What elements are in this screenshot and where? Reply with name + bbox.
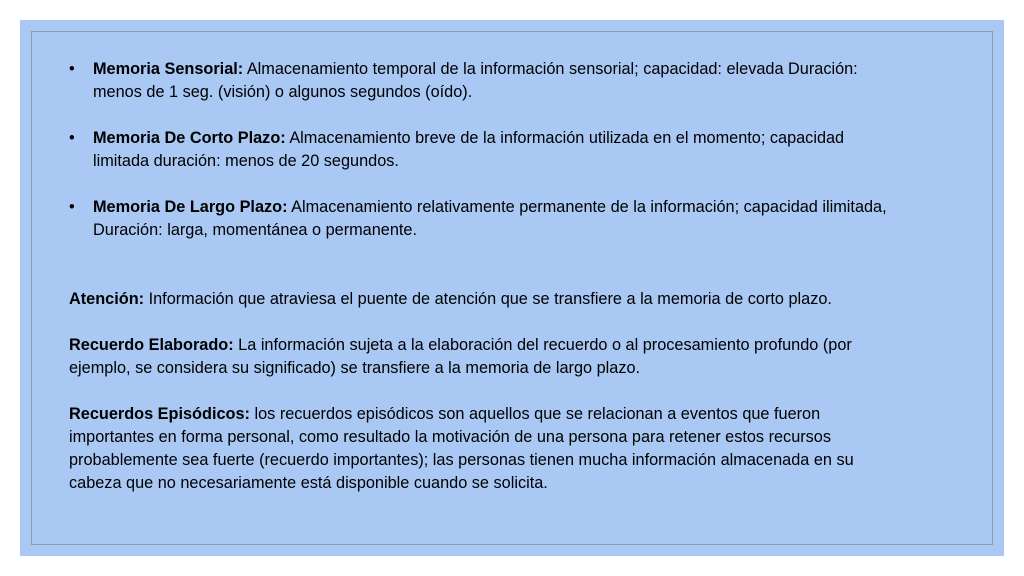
term-description: Información que atraviesa el puente de atención que se transfiere a la memoria de corto plazo.: [144, 290, 832, 308]
term-label: Atención:: [69, 290, 145, 308]
term-label: Recuerdo Elaborado:: [69, 336, 234, 354]
slide-content: [69, 58, 889, 518]
bullet-icon: •: [69, 198, 75, 216]
term-label: Memoria De Largo Plazo:: [93, 198, 288, 216]
spacer: [69, 265, 889, 288]
term-description: La información sujeta a la elaboración del recuerdo o al procesamiento profundo (por ejemplo, se considera su significado) se transfiere a la memoria de largo plazo.: [69, 336, 852, 377]
term-description: Almacenamiento breve de la información utilizada en el momento; capacidad limitada duración: menos de 20 segundos.: [93, 129, 845, 170]
term-label: Recuerdos Episódicos:: [69, 405, 250, 423]
paragraph-recuerdos-episodicos: [69, 403, 889, 495]
list-item-memoria-sensorial: [69, 58, 889, 104]
paragraph-atencion: [69, 288, 889, 311]
list-item-memoria-largo-plazo: [69, 196, 889, 242]
term-description: Almacenamiento relativamente permanente de la información; capacidad ilimitada, Duración: larga, momentánea o permanente.: [93, 198, 887, 239]
term-label: Memoria De Corto Plazo:: [93, 129, 286, 147]
paragraph-recuerdo-elaborado: [69, 334, 889, 380]
bullet-icon: •: [69, 60, 75, 78]
term-description: los recuerdos episódicos son aquellos que se relacionan a eventos que fueron importantes en forma personal, como resultado la motivación de una persona para retener estos recursos probablemente sea fuerte (recuerdo importantes); las personas tienen mucha información almacenada en su cabeza que no necesariamente está disponible cuando se solicita.: [69, 405, 854, 492]
content-panel: [20, 20, 1004, 556]
term-description: Almacenamiento temporal de la información sensorial; capacidad: elevada Duración: menos de 1 seg. (visión) o algunos segundos (oído).: [93, 60, 858, 101]
memory-types-list: [69, 58, 889, 242]
bullet-icon: •: [69, 129, 75, 147]
term-label: Memoria Sensorial:: [93, 60, 244, 78]
list-item-memoria-corto-plazo: [69, 127, 889, 173]
